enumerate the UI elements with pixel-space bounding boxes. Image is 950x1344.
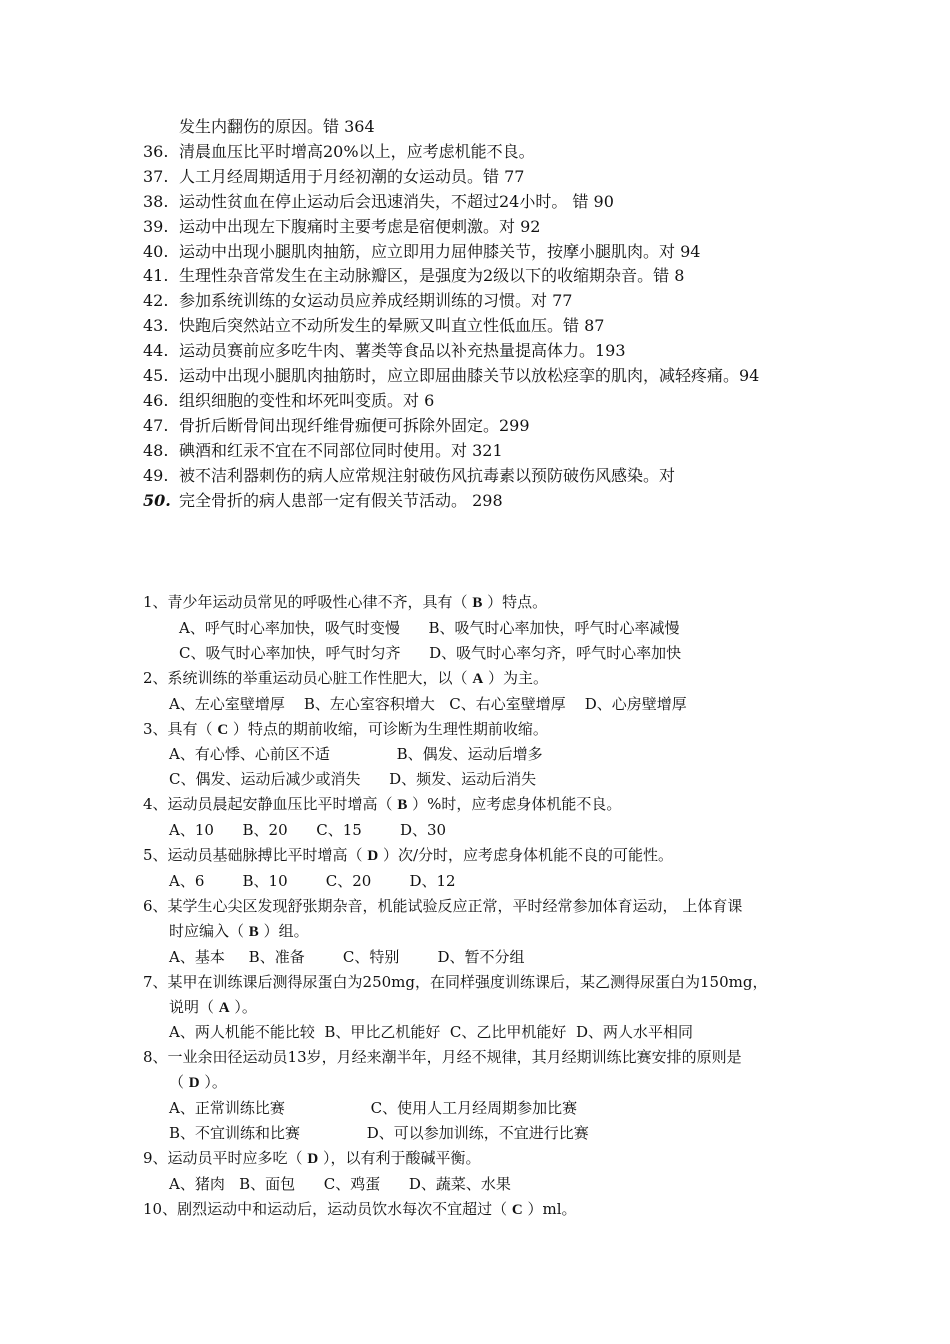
option-row: A、10 B、20 C、15 D、30 (169, 821, 447, 840)
question-stem-cont: 说明（ (169, 997, 219, 1016)
tf-item-36 (143, 140, 823, 165)
option-row: B、不宜训练和比赛 D、可以参加训练，不宜进行比赛 (169, 1124, 589, 1143)
option-row: A、6 B、10 C、20 D、12 (169, 871, 456, 890)
option-row: A、两人机能不能比较 B、甲比乙机能好 C、乙比甲机能好 D、两人水平相同 (169, 1023, 693, 1042)
option-row: A、猪肉 B、面包 C、鸡蛋 D、蔬菜、水果 (169, 1174, 511, 1193)
item-number: 40. (143, 241, 169, 261)
answer-key: B (248, 923, 259, 940)
item-text: 运动员赛前应多吃牛肉、薯类等食品以补充热量提高体力。193 (179, 341, 626, 361)
tf-item-43 (143, 314, 823, 339)
item-text: 运动中出现小腿肌肉抽筋，应立即用力屈伸膝关节，按摩小腿肌肉。对 94 (179, 241, 701, 261)
question-stem-end: ）为主。 (483, 668, 548, 687)
true-false-section (143, 115, 823, 514)
question-stem: 9、运动员平时应多吃（ (143, 1148, 308, 1167)
question-stem: 3、具有（ (143, 719, 218, 738)
question-8 (143, 1045, 813, 1096)
option-row: C、偶发、运动后减少或消失 D、频发、运动后消失 (169, 770, 537, 789)
tf-item-46 (143, 389, 823, 414)
item-number: 42. (143, 291, 169, 311)
tf-item-47 (143, 414, 823, 439)
question-stem: 4、运动员晨起安静血压比平时增高（ (143, 795, 398, 814)
answer-key: D (367, 848, 379, 865)
option-row: A、基本 B、准备 C、特别 D、暂不分组 (169, 947, 525, 966)
tf-item-39 (143, 215, 823, 240)
item-text: 骨折后断骨间出现纤维骨痂便可拆除外固定。299 (179, 415, 530, 435)
question-stem-cont: （ (169, 1073, 189, 1092)
option-row: C、吸气时心率加快，呼气时匀齐 D、吸气时心率匀齐，呼气时心率加快 (179, 643, 682, 662)
option-row: A、呼气时心率加快，吸气时变慢 B、吸气时心率加快，呼气时心率减慢 (179, 618, 680, 637)
option-row: A、有心悸、心前区不适 B、偶发、运动后增多 (169, 745, 543, 764)
item-text: 人工月经周期适用于月经初潮的女运动员。错 77 (179, 166, 525, 186)
item-text: 组织细胞的变性和坏死叫变质。对 6 (179, 390, 435, 410)
item-number: 49. (143, 465, 169, 485)
item-number: 43. (143, 316, 169, 336)
question-9 (143, 1146, 813, 1172)
tf-item-37 (143, 165, 823, 190)
answer-key: C (217, 721, 229, 738)
item-number: 41. (143, 266, 169, 286)
item-number: 47. (143, 415, 169, 435)
question-5 (143, 843, 813, 869)
question-stem: 7、某甲在训练课后测得尿蛋白为250mg，在同样强度训练课后，某乙测得尿蛋白为150mg， (143, 972, 768, 991)
tf-item-40 (143, 240, 823, 265)
tf-item-42 (143, 289, 823, 314)
answer-key: B (397, 797, 408, 814)
item-number: 50. (143, 490, 171, 510)
item-text: 运动中出现小腿肌肉抽筋时，应立即屈曲膝关节以放松痉挛的肌肉，减轻疼痛。94 (179, 366, 760, 386)
question-stem-end: ）。 (199, 1073, 227, 1092)
option-row: A、正常训练比赛 C、使用人工月经周期参加比赛 (169, 1099, 578, 1118)
item-text: 快跑后突然站立不动所发生的晕厥又叫直立性低血压。错 87 (179, 316, 605, 336)
option-row: A、左心室壁增厚 B、左心室容积增大 C、右心室壁增厚 D、心房壁增厚 (169, 694, 687, 713)
question-6 (143, 894, 813, 945)
question-stem-end: ）特点。 (482, 593, 548, 611)
question-stem: 6、某学生心尖区发现舒张期杂音，机能试验反应正常，平时经常参加体育运动， 上体育课 (143, 896, 743, 915)
question-stem-end: ）。 (229, 997, 257, 1016)
question-stem-end: ）次/分时，应考虑身体机能不良的可能性。 (378, 846, 673, 865)
item-text: 被不洁利器刺伤的病人应常规注射破伤风抗毒素以预防破伤风感染。对 (179, 465, 676, 485)
question-stem: 1、青少年运动员常见的呼吸性心律不齐，具有（ (143, 593, 473, 611)
answer-key: D (188, 1075, 200, 1092)
question-stem: 2、系统训练的举重运动员心脏工作性肥大，以（ (143, 668, 473, 687)
tf-item-41 (143, 264, 823, 289)
question-stem-end: ）ml。 (522, 1199, 577, 1218)
tf-item-48 (143, 439, 823, 464)
question-stem: 5、运动员基础脉搏比平时增高（ (143, 846, 368, 865)
item-number: 46. (143, 390, 169, 410)
answer-key: D (307, 1150, 319, 1167)
question-stem: 8、一业余田径运动员13岁，月经来潮半年，月经不规律，其月经期训练比赛安排的原则是 (143, 1048, 742, 1067)
question-stem-end: ）组。 (258, 921, 309, 940)
item-text: 碘酒和红汞不宜在不同部位同时使用。对 321 (179, 440, 503, 460)
answer-key: C (511, 1201, 523, 1218)
tf-item-45 (143, 364, 823, 389)
item-number: 45. (143, 366, 169, 386)
item-text: 生理性杂音常发生在主动脉瓣区，是强度为2级以下的收缩期杂音。错 8 (179, 266, 685, 286)
item-number: 39. (143, 216, 169, 236)
tf-item-49 (143, 464, 823, 489)
item-number: 37. (143, 166, 169, 186)
question-stem-end: ），以有利于酸碱平衡。 (318, 1148, 481, 1167)
item-text: 参加系统训练的女运动员应养成经期训练的习惯。对 77 (179, 291, 573, 311)
question-3 (143, 717, 813, 743)
question-2 (143, 666, 813, 692)
item-number: 38. (143, 191, 169, 211)
tf-item-44 (143, 339, 823, 364)
tf-continuation-line: 发生内翻伤的原因。错 364 (179, 117, 375, 136)
question-stem-cont: 时应编入（ (169, 921, 249, 940)
question-4 (143, 792, 813, 818)
item-text: 完全骨折的病人患部一定有假关节活动。 298 (179, 490, 503, 510)
item-text: 运动性贫血在停止运动后会迅速消失，不超过24小时。 错 90 (179, 191, 614, 211)
tf-item-50 (143, 489, 823, 514)
tf-item-38 (143, 190, 823, 215)
item-text: 运动中出现左下腹痛时主要考虑是宿便刺激。对 92 (179, 216, 541, 236)
question-1 (143, 590, 813, 616)
item-number: 36. (143, 141, 169, 161)
multiple-choice-section (143, 590, 813, 1223)
answer-key: A (218, 999, 230, 1016)
question-10 (143, 1197, 813, 1223)
question-stem-end: ）%时，应考虑身体机能不良。 (407, 795, 622, 814)
question-7 (143, 970, 813, 1021)
answer-key: B (472, 595, 483, 611)
item-number: 48. (143, 440, 169, 460)
answer-key: A (472, 670, 484, 687)
item-text: 清晨血压比平时增高20%以上，应考虑机能不良。 (179, 141, 535, 161)
question-stem: 10、剧烈运动中和运动后，运动员饮水每次不宜超过（ (143, 1199, 512, 1218)
question-stem-end: ）特点的期前收缩，可诊断为生理性期前收缩。 (228, 719, 548, 738)
item-number: 44. (143, 341, 169, 361)
